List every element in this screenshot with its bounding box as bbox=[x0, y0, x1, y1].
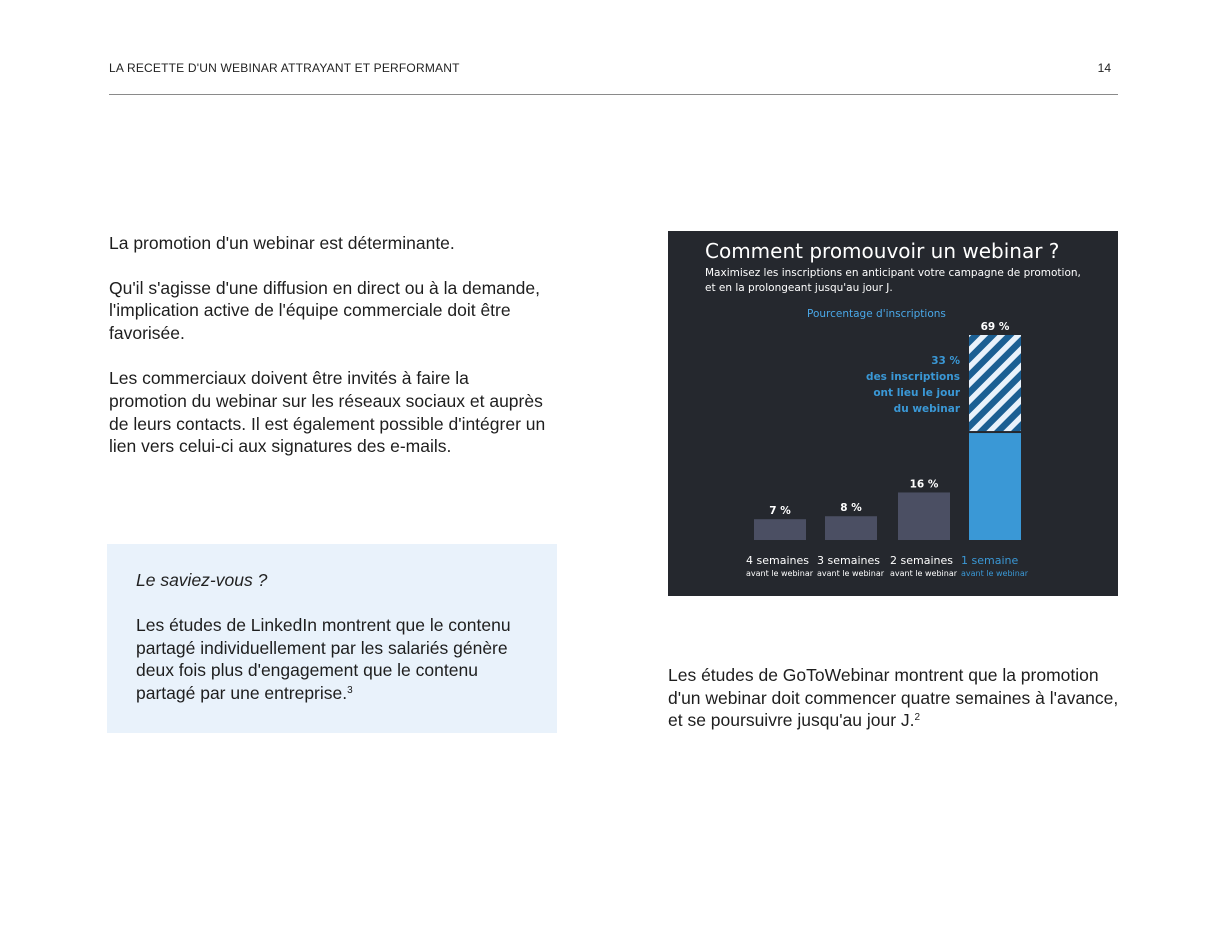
bars-layer bbox=[746, 321, 1029, 578]
annotation-line: des inscriptions bbox=[866, 371, 960, 383]
bar-4-semaines bbox=[754, 519, 806, 540]
x-tick-sublabel: avant le webinar bbox=[961, 569, 1029, 578]
did-you-know-callout bbox=[107, 544, 557, 733]
paragraph-intro: La promotion d'un webinar est déterminante. bbox=[109, 233, 455, 253]
bar-1-semaine-solid bbox=[969, 433, 1021, 540]
footnote-ref-3: 3 bbox=[347, 684, 353, 696]
bar-3-semaines bbox=[825, 516, 877, 540]
annotation-line: 33 % bbox=[931, 355, 960, 367]
footnote-ref-2: 2 bbox=[914, 712, 921, 724]
document-running-title: LA RECETTE D'UN WEBINAR ATTRAYANT ET PERFORMANT bbox=[109, 61, 460, 75]
x-tick-sublabel: avant le webinar bbox=[746, 569, 814, 578]
chart-svg bbox=[668, 231, 1118, 596]
chart-y-axis-label: Pourcentage d'inscriptions bbox=[807, 308, 946, 320]
callout-text bbox=[136, 614, 536, 704]
bar-value-label: 69 % bbox=[980, 321, 1010, 333]
callout-body: Les études de LinkedIn montrent que le contenu partagé individuellement par les salariés génère deux fois plus d'engagement que le contenu partagé par une entreprise. bbox=[136, 615, 511, 703]
callout-title: Le saviez-vous ? bbox=[136, 570, 268, 590]
chart-subtitle-line-1: Maximisez les inscriptions en anticipant votre campagne de promotion, bbox=[705, 267, 1081, 279]
bar-value-label: 8 % bbox=[840, 502, 862, 515]
annotation-line: du webinar bbox=[893, 403, 960, 415]
bar-value-label: 7 % bbox=[769, 505, 791, 518]
annotation-line: ont lieu le jour bbox=[873, 387, 960, 399]
paragraph-sales-team: Qu'il s'agisse d'une diffusion en direct ou à la demande, l'implication active de l'équipe commerciale doit être favorisée. bbox=[109, 277, 540, 343]
webinar-promotion-chart bbox=[668, 231, 1118, 596]
gotowebinar-study-text bbox=[668, 664, 1128, 732]
x-tick-label: 2 semaines bbox=[890, 554, 953, 567]
header-divider bbox=[109, 94, 1118, 95]
chart-subtitle-line-2: et en la prolongeant jusqu'au jour J. bbox=[705, 282, 893, 294]
paragraph-social-promotion: Les commerciaux doivent être invités à faire la promotion du webinar sur les réseaux sociaux et auprès de leurs contacts. Il est également possible d'intégrer un lien vers celui-ci aux signatures des e-mails. bbox=[109, 368, 546, 457]
x-tick-label: 4 semaines bbox=[746, 554, 809, 567]
x-tick-sublabel: avant le webinar bbox=[817, 569, 885, 578]
page-number: 14 bbox=[1097, 61, 1111, 75]
bar-value-label: 16 % bbox=[909, 478, 939, 491]
chart-title: Comment promouvoir un webinar ? bbox=[705, 239, 1060, 263]
x-tick-sublabel: avant le webinar bbox=[890, 569, 958, 578]
bar-1-semaine-day-of-segment bbox=[969, 335, 1021, 431]
x-tick-label: 1 semaine bbox=[961, 554, 1019, 567]
right-column-body: Les études de GoToWebinar montrent que la promotion d'un webinar doit commencer quatre semaines à l'avance, et se poursuivre jusqu'au jour J. bbox=[668, 665, 1119, 731]
x-tick-label: 3 semaines bbox=[817, 554, 880, 567]
left-column-text bbox=[109, 232, 549, 480]
bar-2-semaines bbox=[898, 492, 950, 540]
